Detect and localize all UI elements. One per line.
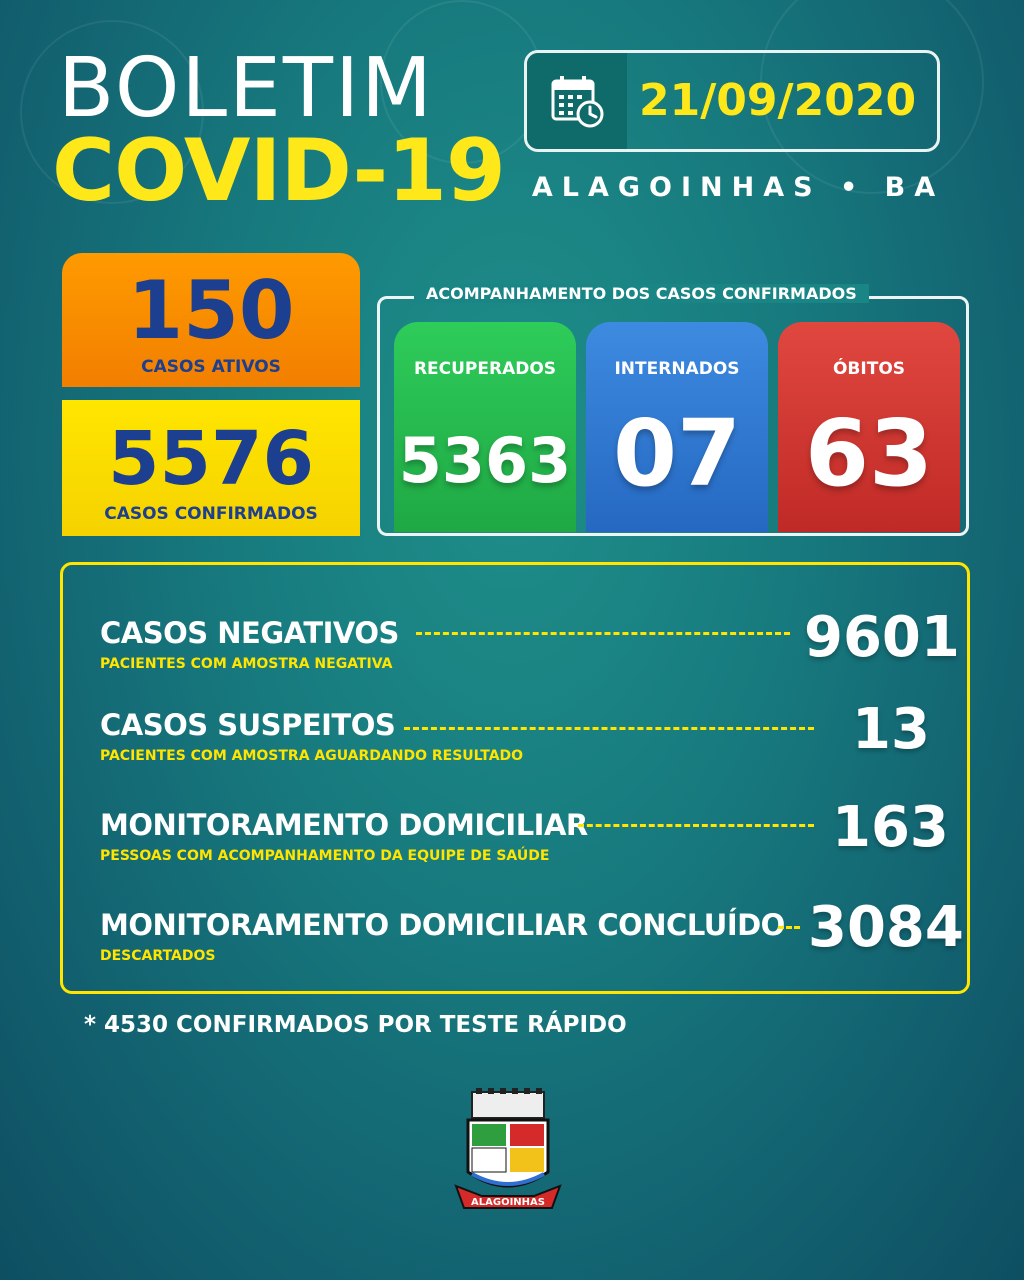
confirmed-cases-label: CASOS CONFIRMADOS — [104, 504, 318, 524]
tracking-title: ACOMPANHAMENTO DOS CASOS CONFIRMADOS — [414, 284, 869, 303]
recovered-value: 5363 — [398, 424, 572, 497]
deaths-card — [778, 322, 960, 532]
calendar-clock-icon — [527, 53, 627, 149]
title-covid: COVID-19 — [52, 121, 505, 221]
recovered-label: RECUPERADOS — [413, 359, 557, 379]
stat-subtitle-suspects: PACIENTES COM AMOSTRA AGUARDANDO RESULTADO — [100, 748, 524, 764]
date-box — [524, 50, 940, 152]
recovered-card — [394, 322, 576, 532]
stat-title-home-monitoring-done: MONITORAMENTO DOMICILIAR CONCLUÍDO — [100, 908, 785, 942]
dotted-leader — [578, 824, 814, 827]
confirmed-cases-box — [62, 400, 360, 536]
rapid-test-footnote: * 4530 CONFIRMADOS POR TESTE RÁPIDO — [84, 1012, 627, 1038]
stat-value-home-monitoring: 163 — [832, 795, 949, 860]
hospitalized-value: 07 — [612, 400, 742, 507]
stat-value-home-monitoring-done: 3084 — [808, 895, 964, 960]
confirmed-cases-value: 5576 — [108, 416, 314, 502]
title-boletim: BOLETIM — [58, 41, 434, 136]
dotted-leader — [404, 727, 814, 730]
stat-value-negatives: 9601 — [804, 605, 960, 670]
stat-title-negatives: CASOS NEGATIVOS — [100, 616, 399, 650]
deaths-label: ÓBITOS — [832, 359, 906, 379]
stat-value-suspects: 13 — [852, 697, 930, 762]
deaths-value: 63 — [804, 400, 934, 507]
stat-title-suspects: CASOS SUSPEITOS — [100, 708, 396, 742]
active-cases-value: 150 — [127, 264, 295, 357]
active-cases-box — [62, 253, 360, 387]
city-crest-icon — [452, 1088, 564, 1220]
stat-subtitle-home-monitoring-done: DESCARTADOS — [100, 948, 216, 964]
hospitalized-label: INTERNADOS — [614, 359, 740, 379]
stat-subtitle-negatives: PACIENTES COM AMOSTRA NEGATIVA — [100, 656, 393, 672]
active-cases-label: CASOS ATIVOS — [141, 357, 281, 377]
location-label: ALAGOINHAS • BA — [531, 172, 945, 203]
hospitalized-card — [586, 322, 768, 532]
stat-subtitle-home-monitoring: PESSOAS COM ACOMPANHAMENTO DA EQUIPE DE SAÚDE — [100, 848, 550, 864]
crest-name: ALAGOINHAS — [471, 1197, 545, 1208]
bulletin-date: 21/09/2020 — [639, 75, 917, 126]
stat-title-home-monitoring: MONITORAMENTO DOMICILIAR — [100, 808, 588, 842]
dotted-leader — [778, 926, 800, 929]
dotted-leader — [416, 632, 790, 635]
